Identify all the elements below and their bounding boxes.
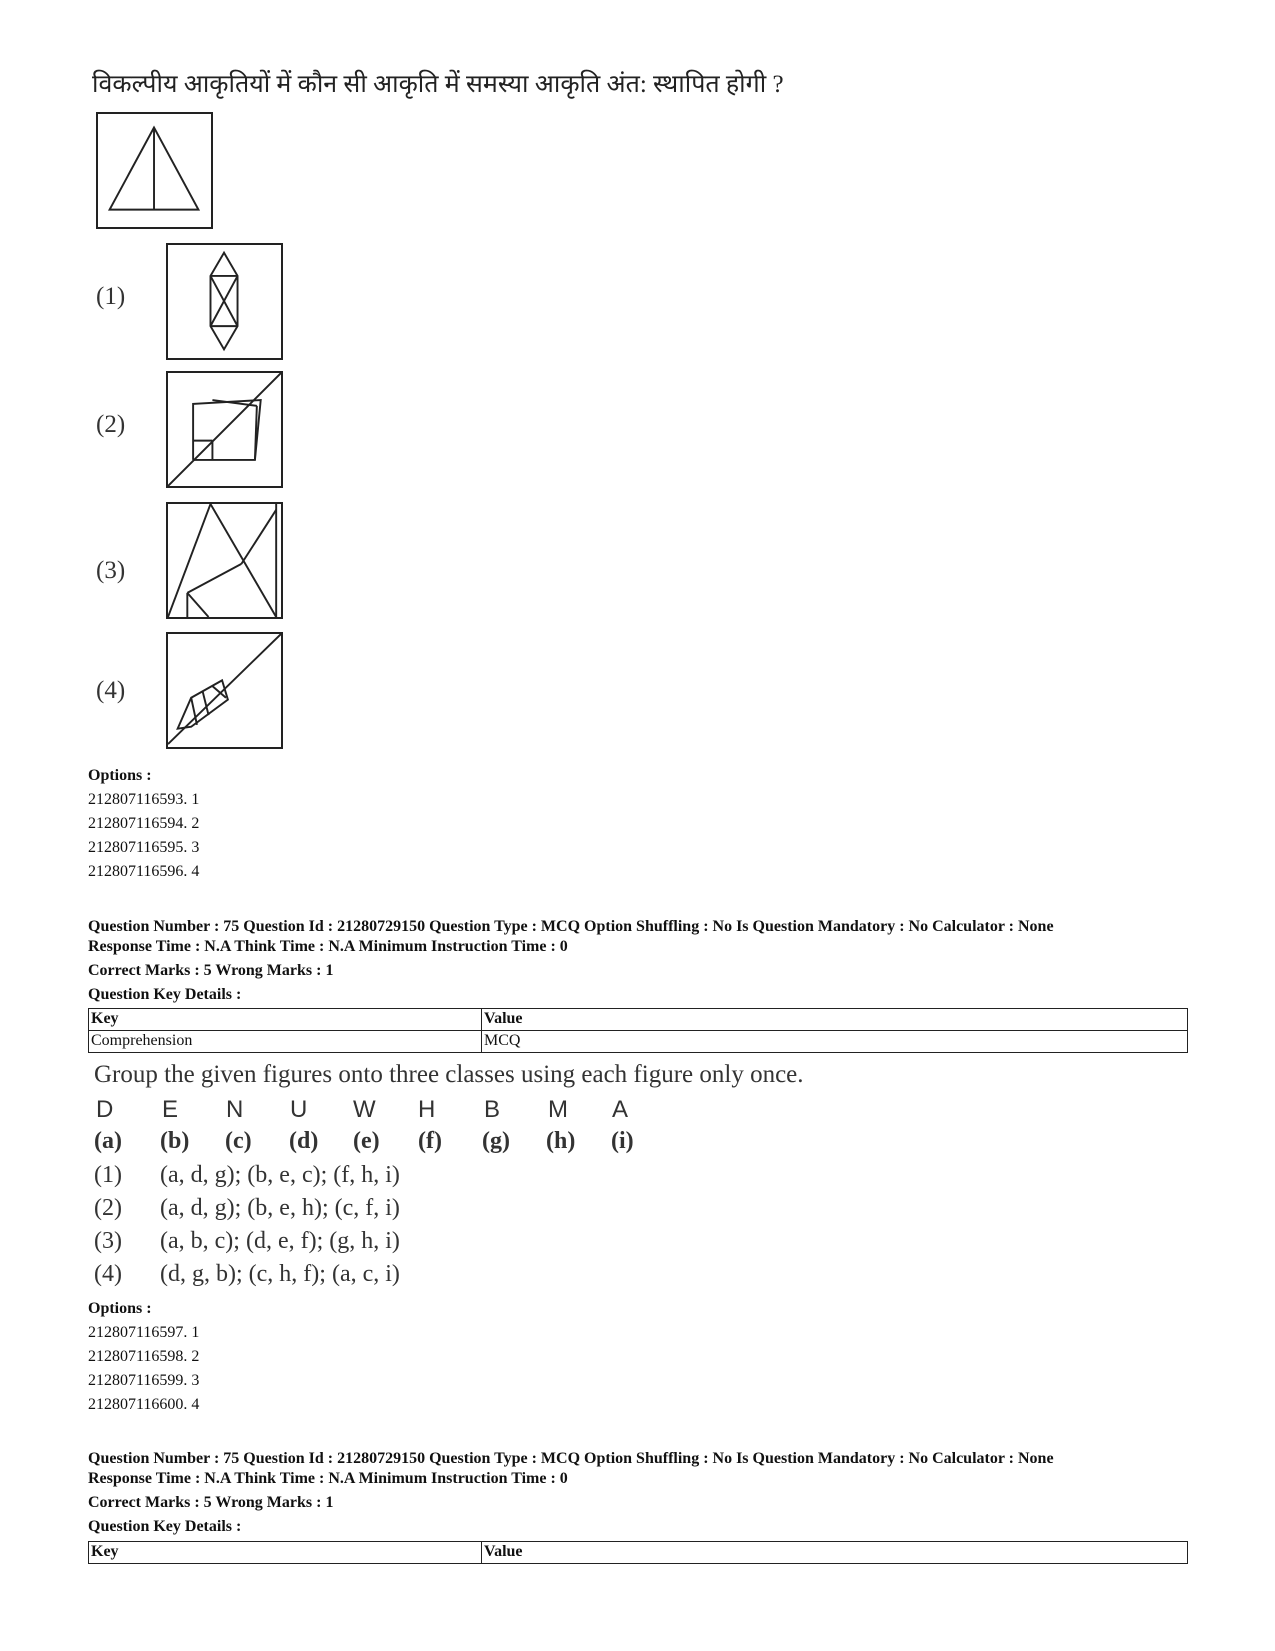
option-id: 212807116595. 3	[88, 839, 200, 856]
table-cell-value: MCQ	[482, 1031, 1188, 1053]
table-header-row	[89, 1009, 1188, 1031]
table-cell-key: Comprehension	[89, 1031, 482, 1053]
letter-item: A	[612, 1096, 629, 1123]
code-item: (f)	[418, 1128, 442, 1154]
code-row	[0, 1128, 700, 1160]
table-header-row	[89, 1542, 1188, 1564]
table-header-value: Value	[482, 1009, 1188, 1031]
option-figure-1	[166, 243, 283, 360]
letter-item: H	[418, 1096, 436, 1123]
options-heading: Options :	[88, 1300, 152, 1317]
code-item: (g)	[482, 1128, 510, 1154]
option-figure-4-drawing	[168, 634, 281, 747]
choice-number: (4)	[94, 1261, 122, 1287]
option-id: 212807116596. 4	[88, 863, 200, 880]
letter-row	[0, 1096, 700, 1126]
choice-text: (a, d, g); (b, e, c); (f, h, i)	[160, 1162, 400, 1188]
letter-item: E	[162, 1096, 179, 1123]
choice-text: (d, g, b); (c, h, f); (a, c, i)	[160, 1261, 400, 1287]
option-figure-2-drawing	[168, 373, 281, 486]
option-id: 212807116593. 1	[88, 791, 200, 808]
option-figure-4	[166, 632, 283, 749]
choice-number: (3)	[94, 1228, 122, 1254]
question-meta-timing: Response Time : N.A Think Time : N.A Minimum Instruction Time : 0	[88, 1470, 568, 1487]
figure-label-1: (1)	[96, 283, 126, 310]
choice-text: (a, b, c); (d, e, f); (g, h, i)	[160, 1228, 400, 1254]
key-value-table	[88, 1541, 1188, 1564]
table-header-key: Key	[89, 1009, 482, 1031]
figure-label-3: (3)	[96, 557, 126, 584]
letter-item: B	[484, 1096, 501, 1123]
option-id: 212807116597. 1	[88, 1324, 200, 1341]
question-marks: Correct Marks : 5 Wrong Marks : 1	[88, 1494, 334, 1511]
code-item: (a)	[94, 1128, 122, 1154]
question-meta: Question Number : 75 Question Id : 21280729150 Question Type : MCQ Option Shuffling : No Is Question Mandatory : No Calculator : None	[88, 918, 1054, 935]
letter-item: M	[548, 1096, 568, 1123]
option-figure-3	[166, 502, 283, 619]
letter-item: N	[226, 1096, 244, 1123]
letter-item: U	[290, 1096, 308, 1123]
option-id: 212807116599. 3	[88, 1372, 200, 1389]
options-heading: Options :	[88, 767, 152, 784]
question-key-details: Question Key Details :	[88, 1518, 242, 1535]
code-item: (e)	[353, 1128, 380, 1154]
question-meta: Question Number : 75 Question Id : 21280729150 Question Type : MCQ Option Shuffling : No Is Question Mandatory : No Calculator : None	[88, 1450, 1054, 1467]
option-figure-1-drawing	[168, 245, 281, 358]
option-id: 212807116600. 4	[88, 1396, 200, 1413]
problem-figure	[96, 112, 213, 229]
figure-label-4: (4)	[96, 677, 126, 704]
letter-item: D	[96, 1096, 114, 1123]
table-row	[89, 1031, 1188, 1053]
table-header-value: Value	[482, 1542, 1188, 1564]
code-item: (i)	[611, 1128, 634, 1154]
question-text-hindi: विकल्पीय आकृतियों में कौन सी आकृति में समस्या आकृति अंत: स्थापित होगी ?	[92, 71, 784, 98]
question-key-details: Question Key Details :	[88, 986, 242, 1003]
code-item: (b)	[160, 1128, 190, 1154]
option-id: 212807116594. 2	[88, 815, 200, 832]
code-item: (d)	[289, 1128, 319, 1154]
choice-number: (1)	[94, 1162, 122, 1188]
figure-label-2: (2)	[96, 411, 126, 438]
code-item: (c)	[225, 1128, 252, 1154]
question-marks: Correct Marks : 5 Wrong Marks : 1	[88, 962, 334, 979]
key-value-table	[88, 1008, 1188, 1053]
question-meta-timing: Response Time : N.A Think Time : N.A Minimum Instruction Time : 0	[88, 938, 568, 955]
option-figure-3-drawing	[168, 504, 281, 617]
option-id: 212807116598. 2	[88, 1348, 200, 1365]
table-header-key: Key	[89, 1542, 482, 1564]
problem-triangle-figure	[98, 114, 211, 227]
choice-text: (a, d, g); (b, e, h); (c, f, i)	[160, 1195, 400, 1221]
option-figure-2	[166, 371, 283, 488]
choice-number: (2)	[94, 1195, 122, 1221]
letter-item: W	[353, 1096, 376, 1123]
question-text: Group the given figures onto three classes using each figure only once.	[94, 1061, 804, 1088]
code-item: (h)	[546, 1128, 576, 1154]
